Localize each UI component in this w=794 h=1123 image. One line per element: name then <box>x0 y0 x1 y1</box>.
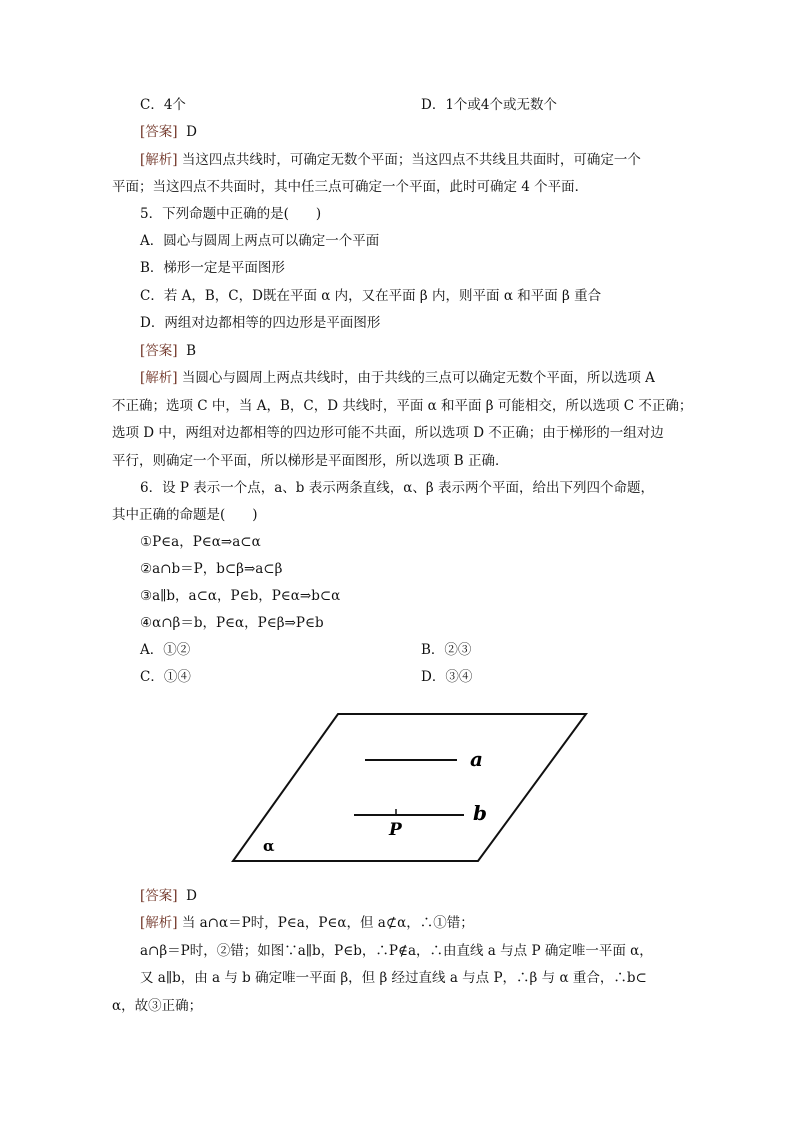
q6-option-d: D．③④ <box>421 669 473 685</box>
q5-option-c: C．若 A，B，C，D既在平面 α 内，又在平面 β 内，则平面 α 和平面 β 重合 <box>140 288 602 304</box>
answer-value: D <box>186 888 197 904</box>
q4-option-c: C．4个 <box>140 97 186 113</box>
q6-proposition-3: ③a∥b，a⊂α，P∈b，P∈α⇒b⊂α <box>140 588 341 604</box>
label-p: P <box>389 820 402 840</box>
q6-analysis-line-4: α，故③正确； <box>112 998 203 1014</box>
analysis-text: 当 a∩α＝P时，P∈a，P∈α，但 a⊄α，∴①错； <box>181 915 474 931</box>
label-alpha: α <box>263 837 275 855</box>
plane-alpha <box>233 714 586 861</box>
q6-option-b: B．②③ <box>421 642 472 658</box>
q6-analysis-line-1 <box>140 913 474 933</box>
q5-stem: 5．下列命题中正确的是( ) <box>140 206 322 222</box>
q5-option-d: D．两组对边都相等的四边形是平面图形 <box>140 315 381 331</box>
q6-option-c: C．①④ <box>140 669 191 685</box>
answer-value: B <box>186 343 197 359</box>
q6-analysis-line-3: 又 a∥b，由 a 与 b 确定唯一平面 β，但 β 经过直线 a 与点 P，∴β 与 α 重合，∴b⊂ <box>140 970 647 986</box>
q6-stem-line-1: 6．设 P 表示一个点，a、b 表示两条直线，α、β 表示两个平面，给出下列四个命题， <box>140 480 654 496</box>
q5-analysis-line-1 <box>140 368 655 388</box>
q4-analysis-line-1 <box>140 150 641 170</box>
answer-tag: [答案] <box>140 888 178 904</box>
q6-proposition-4: ④α∩β＝b，P∈α，P∈β⇒P∈b <box>140 615 324 631</box>
analysis-tag: [解析] <box>140 152 178 168</box>
q6-option-a: A．①② <box>140 642 191 658</box>
q6-proposition-2: ②a∩b＝P，b⊂β⇒a⊂β <box>140 561 283 577</box>
label-a: a <box>470 747 483 771</box>
q5-analysis-line-2: 不正确；选项 C 中，当 A，B，C，D 共线时，平面 α 和平面 β 可能相交，所以选项 C 不正确； <box>112 398 693 414</box>
answer-tag: [答案] <box>140 124 178 140</box>
q4-option-d: D．1个或4个或无数个 <box>421 97 558 113</box>
q6-analysis-line-2: a∩β＝P时，②错；如图∵a∥b，P∈b，∴P∉a，∴由直线 a 与点 P 确定唯一平面 α， <box>140 943 653 959</box>
analysis-tag: [解析] <box>140 370 178 386</box>
analysis-text: 当这四点共线时，可确定无数个平面；当这四点不共线且共面时，可确定一个 <box>181 152 641 168</box>
q5-answer <box>140 341 196 361</box>
q4-answer <box>140 122 197 142</box>
q5-option-b: B．梯形一定是平面图形 <box>140 260 285 276</box>
q6-proposition-1: ①P∈a，P∈α⇒a⊂α <box>140 534 261 550</box>
label-b: b <box>473 801 487 825</box>
plane-diagram <box>228 708 598 868</box>
answer-tag: [答案] <box>140 343 178 359</box>
q6-answer <box>140 886 197 906</box>
analysis-text: 当圆心与圆周上两点共线时，由于共线的三点可以确定无数个平面，所以选项 A <box>181 370 655 386</box>
q5-option-a: A．圆心与圆周上两点可以确定一个平面 <box>140 233 380 249</box>
q5-analysis-line-4: 平行，则确定一个平面，所以梯形是平面图形，所以选项 B 正确． <box>112 453 509 469</box>
analysis-tag: [解析] <box>140 915 178 931</box>
q4-analysis-line-2: 平面；当这四点不共面时，其中任三点可确定一个平面，此时可确定 4 个平面． <box>112 179 589 195</box>
q5-analysis-line-3: 选项 D 中，两组对边都相等的四边形可能不共面，所以选项 D 不正确；由于梯形的一组对边 <box>112 425 664 441</box>
q6-stem-line-2: 其中正确的命题是( ) <box>112 507 258 523</box>
answer-value: D <box>186 124 197 140</box>
